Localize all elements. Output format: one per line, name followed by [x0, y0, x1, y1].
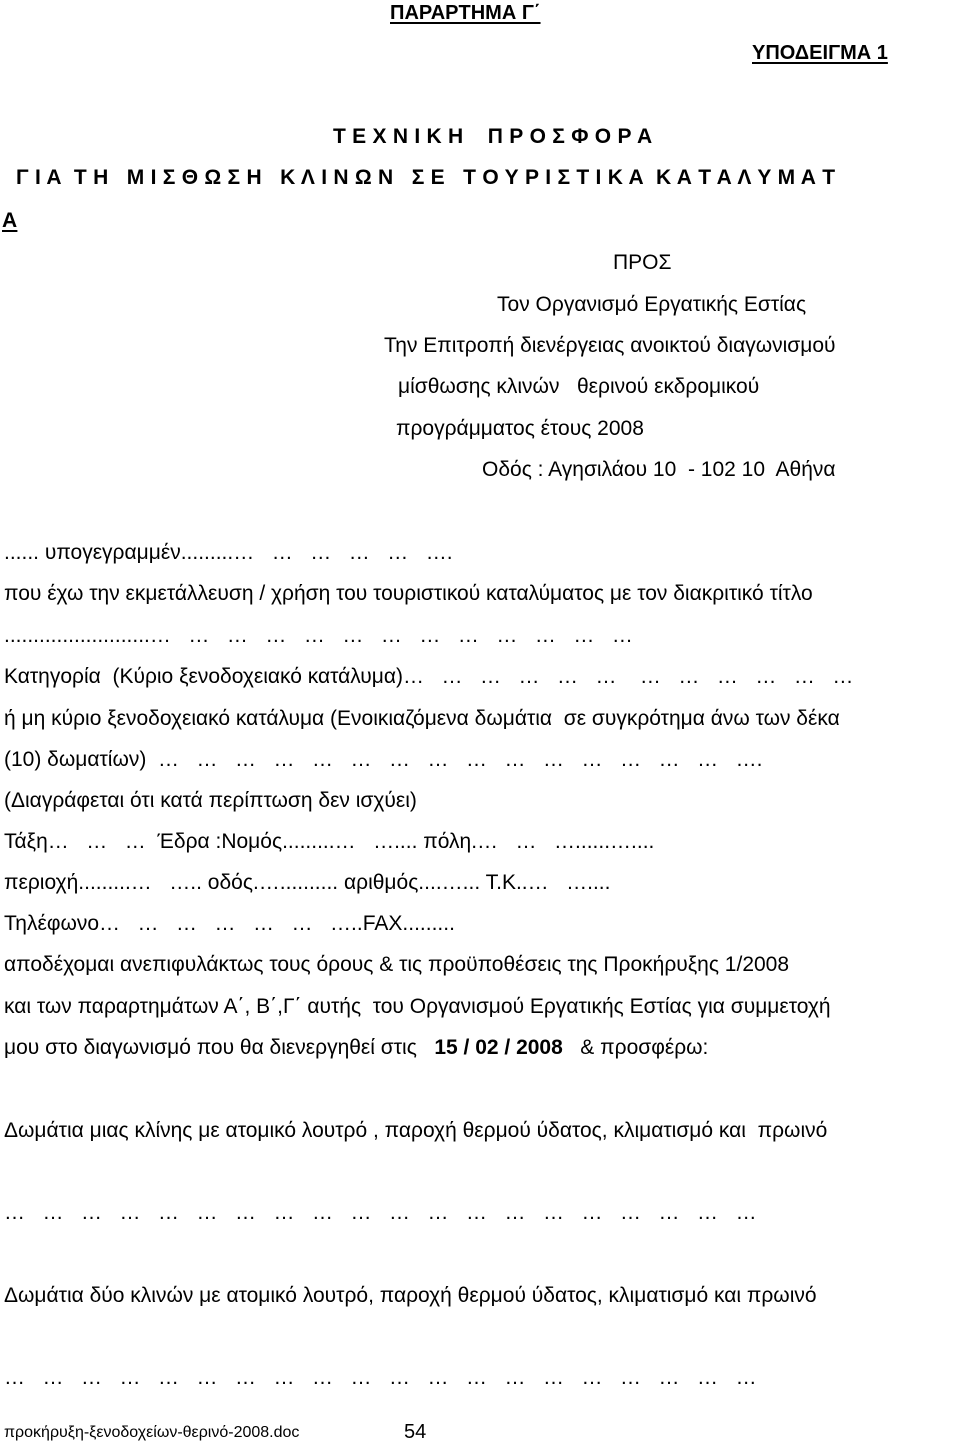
recipient-subject-2: προγράμματος έτους 2008: [396, 417, 644, 440]
recipient-address: Οδός : Αγησιλάου 10 - 102 10 Αθήνα: [482, 458, 836, 481]
acceptance-text: μου στο διαγωνισμό που θα διενεργηθεί στις: [4, 1036, 435, 1059]
establishment-line: που έχω την εκμετάλλευση / χρήση του τουριστικού καταλύματος με τον διακριτικό τίτλο: [4, 582, 813, 605]
page-number: 54: [404, 1421, 427, 1443]
recipient-to: ΠΡΟΣ: [613, 251, 672, 274]
phone-fax-line: Τηλέφωνο… … … … … … …..FAX.........: [4, 912, 455, 935]
offer-title-line-1: Τ Ε Χ Ν Ι Κ Η Π Ρ Ο Σ Φ Ο Ρ Α: [333, 125, 653, 148]
category-line: Κατηγορία (Κύριο ξενοδοχειακό κατάλυμα)… … … … … … … … … … … …: [4, 665, 854, 688]
signer-line: ...... υπογεγραμμέν.........… … … … … ….: [4, 541, 453, 564]
offer-title-line-3: Α: [2, 209, 18, 232]
sample-label: ΥΠΟΔΕΙΓΜΑ 1: [752, 42, 888, 64]
appendix-title: ΠΑΡΑΡΤΗΜΑ Γ΄: [390, 2, 541, 24]
single-room-offer: Δωμάτια μιας κλίνης με ατομικό λουτρό , παροχή θερμού ύδατος, κλιματισμό και πρωινό: [4, 1119, 828, 1142]
rooms-count-line: (10) δωματίων) … … … … … … … … … … … … … … … ….: [4, 748, 763, 771]
offer-text: & προσφέρω:: [562, 1036, 709, 1059]
recipient-subject-1: μίσθωσης κλινών θερινού εκδρομικού: [398, 375, 760, 398]
class-location-line: Τάξη… … … Έδρα :Νομός.........… ….... πόλη.… … …......…....: [4, 830, 655, 853]
competition-date: 15 / 02 / 2008: [434, 1036, 563, 1059]
recipient-organization: Τον Οργανισμό Εργατικής Εστίας: [497, 293, 807, 316]
delete-note-line: (Διαγράφεται ότι κατά περίπτωση δεν ισχύει): [4, 789, 417, 812]
acceptance-line-1: αποδέχομαι ανεπιφυλάκτως τους όρους & τις προϋποθέσεις της Προκήρυξης 1/2008: [4, 953, 790, 976]
rooms-category-line: ή μη κύριο ξενοδοχειακό κατάλυμα (Ενοικιαζόμενα δωμάτια σε συγκρότημα άνω των δέκα: [4, 707, 840, 730]
address-fields-line: περιοχή.........… ….. οδός.….......... αριθμός....…... Τ.Κ..… …....: [4, 871, 611, 894]
title-dots-line: .........................… … … … … … … … … … … … …: [4, 624, 633, 647]
acceptance-line-3: [4, 1035, 708, 1061]
double-room-offer: Δωμάτια δύο κλινών με ατομικό λουτρό, παροχή θερμού ύδατος, κλιματισμό και πρωινό: [4, 1284, 817, 1307]
single-room-dots: … … … … … … … … … … … … … … … … … … … …: [4, 1201, 757, 1224]
acceptance-line-2: και των παραρτημάτων Α΄, Β΄,Γ΄ αυτής του Οργανισμού Εργατικής Εστίας για συμμετοχή: [4, 995, 831, 1018]
recipient-committee: Την Επιτροπή διενέργειας ανοικτού διαγωνισμού: [384, 334, 836, 357]
footer-filename: προκήρυξη-ξενοδοχείων-θερινό-2008.doc: [4, 1424, 300, 1441]
offer-title-line-2: Γ Ι Α Τ Η Μ Ι Σ Θ Ω Σ Η Κ Λ Ι Ν Ω Ν Σ Ε Τ Ο Υ Ρ Ι Σ Τ Ι Κ Α Κ Α Τ Α Λ Υ Μ Α Τ: [16, 166, 836, 189]
double-room-dots: … … … … … … … … … … … … … … … … … … … …: [4, 1366, 757, 1389]
